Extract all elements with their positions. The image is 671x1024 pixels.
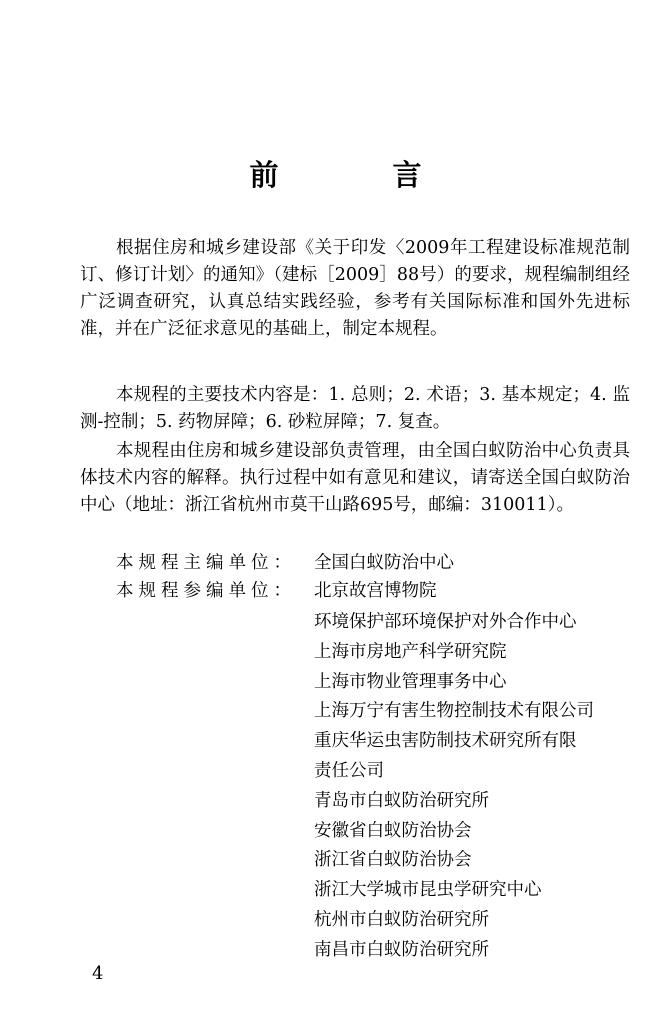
paragraph-text: 本规程的主要技术内容是：1. 总则；2. 术语；3. 基本规定；4. 监测-控制；5. 药物屏障；6. 砂粒屏障；7. 复查。 <box>80 385 630 432</box>
participating-unit-label: 本规程参编单位： <box>116 581 296 601</box>
paragraph-contents <box>80 382 630 436</box>
paragraph-text: 根据住房和城乡建设部《关于印发〈2009年工程建设标准规范制订、修订计划〉的通知》（建标［2009］88号）的要求，规程编制组经广泛调查研究，认真总结实践经验，参考有关国际标准和国外先进标准，并在广泛征求意见的基础上，制定本规程。 <box>80 238 630 339</box>
list-item: 青岛市白蚁防治研究所 <box>314 790 489 811</box>
page-number: 4 <box>92 963 104 984</box>
paragraph-text: 本规程由住房和城乡建设部负责管理，由全国白蚁防治中心负责具体技术内容的解释。执行过程中如有意见和建议，请寄送全国白蚁防治中心（地址：浙江省杭州市莫干山路695号，邮编：310011）。 <box>80 441 630 515</box>
list-item: 上海万宁有害生物控制技术有限公司 <box>314 701 594 722</box>
list-item: 安徽省白蚁防治协会 <box>314 820 472 841</box>
list-item: 上海市房地产科学研究院 <box>314 641 507 662</box>
chief-unit-value: 全国白蚁防治中心 <box>314 553 454 573</box>
list-item: 杭州市白蚁防治研究所 <box>314 909 489 930</box>
participating-unit-first: 北京故宫博物院 <box>314 581 437 601</box>
list-item: 责任公司 <box>314 760 384 781</box>
chief-unit-label: 本规程主编单位： <box>116 553 296 573</box>
list-item: 浙江省白蚁防治协会 <box>314 850 472 871</box>
participating-unit-list <box>314 608 594 966</box>
paragraph-management <box>80 438 630 519</box>
paragraph-basis <box>80 235 630 343</box>
page-title: 前 言 <box>249 158 474 192</box>
list-item: 南昌市白蚁防治研究所 <box>314 939 489 960</box>
list-item: 上海市物业管理事务中心 <box>314 671 507 692</box>
list-item: 重庆华运虫害防制技术研究所有限 <box>314 731 577 752</box>
list-item: 环境保护部环境保护对外合作中心 <box>314 612 577 632</box>
list-item: 浙江大学城市昆虫学研究中心 <box>314 880 542 901</box>
